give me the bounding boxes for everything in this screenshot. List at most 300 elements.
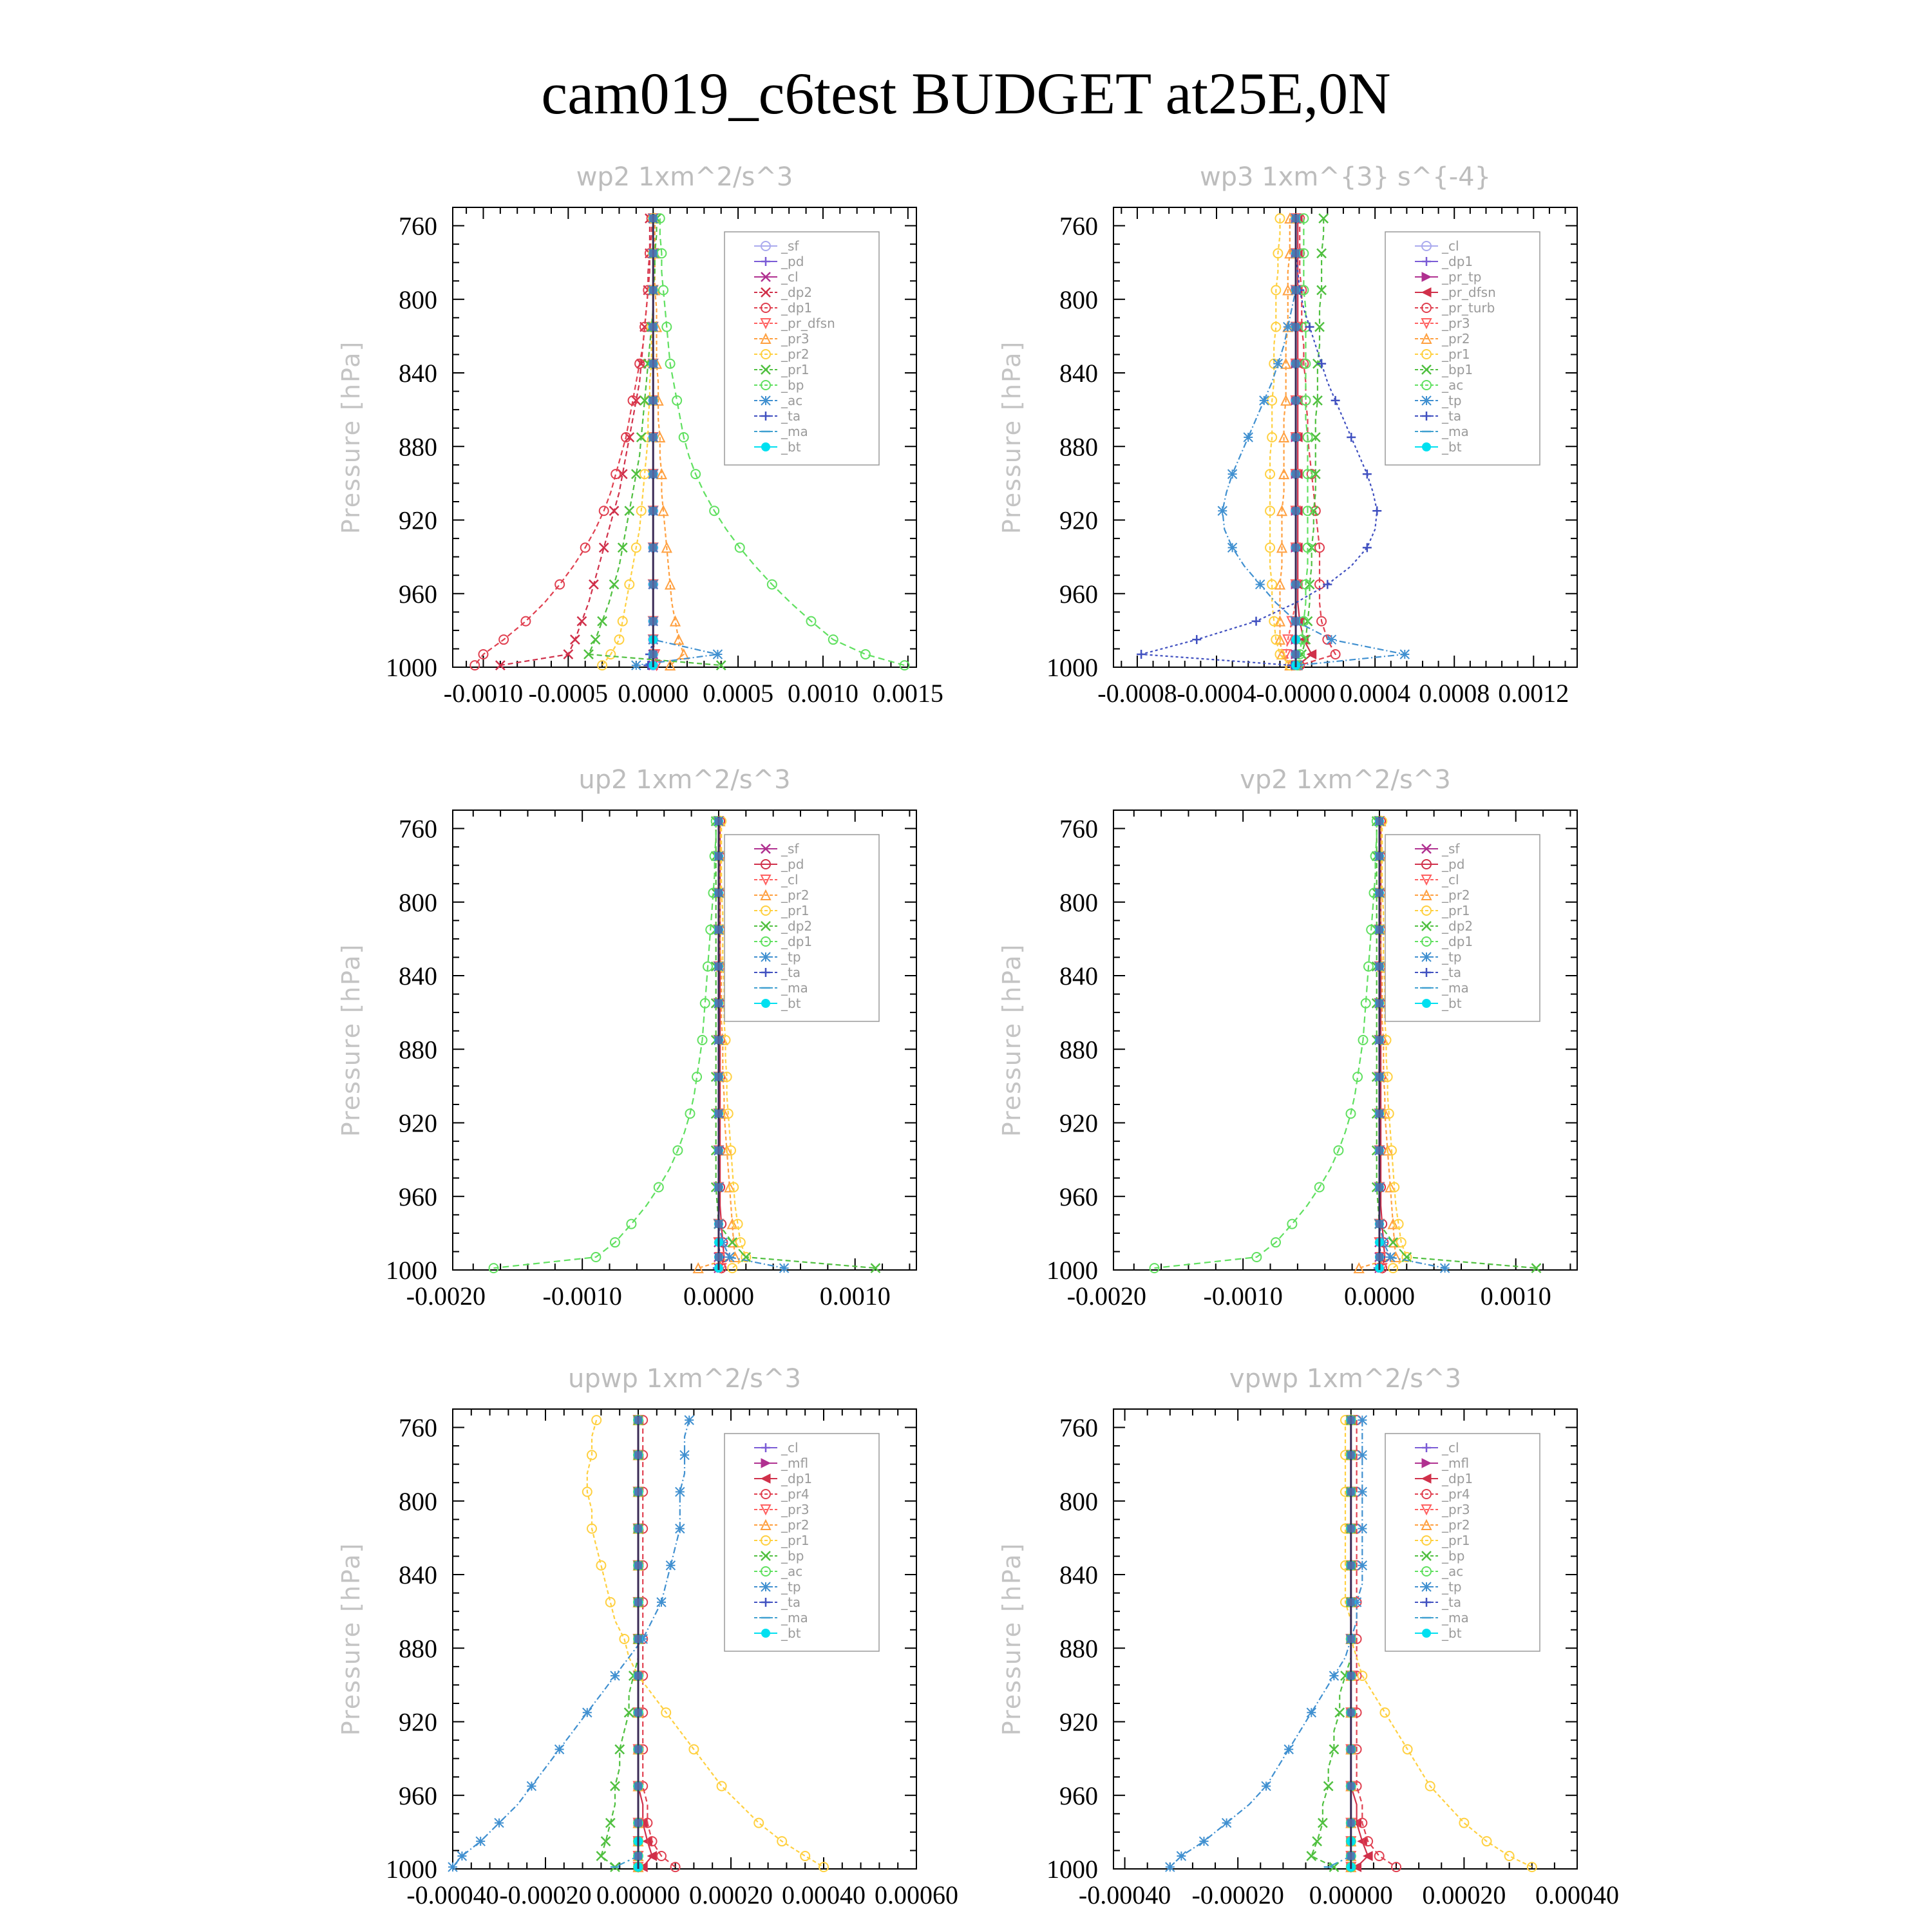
data-point [1400,650,1409,659]
data-point [1324,1781,1333,1790]
legend-label: _pd [1442,857,1465,872]
y-tick-label: 760 [399,1413,437,1443]
x-tick-label: 0.00040 [782,1880,866,1909]
data-point [606,1598,615,1607]
panel-6 [998,1364,1619,1909]
legend-label: _tp [1442,1579,1462,1595]
legend-marker [1422,442,1431,451]
data-point [1244,433,1253,442]
data-point [1347,1709,1355,1716]
data-point [1459,1819,1468,1828]
panel-1 [337,162,943,708]
data-point [527,1781,536,1790]
y-tick-label: 760 [399,814,437,844]
data-point [649,580,657,588]
legend [1385,835,1540,1021]
x-tick-label: -0.0005 [528,679,609,708]
data-point [715,1036,723,1044]
series-dp1 [489,817,721,1273]
x-tick-label: -0.00040 [406,1880,499,1909]
data-point [555,580,564,589]
y-tick-label: 760 [1059,211,1098,241]
y-tick-label: 760 [1059,1413,1098,1443]
data-point [1292,214,1300,222]
legend-marker [1422,396,1431,405]
data-point [1347,1562,1355,1569]
legend-label: _sf [781,238,799,254]
legend-label: _ta [1442,1595,1462,1610]
data-point [1380,1708,1389,1717]
data-point [1358,1524,1367,1533]
data-point [1228,543,1237,552]
data-point [713,650,722,659]
legend-label: _cl [1442,1440,1459,1455]
data-point [591,635,600,644]
legend-label: _pr3 [1442,1502,1470,1517]
data-point [728,1264,737,1273]
data-point [598,617,607,626]
panel-title: upwp 1xm^2/s^3 [568,1364,801,1394]
y-axis-label: Pressure [hPa] [337,943,365,1137]
data-point [1292,323,1300,331]
data-point [715,1183,723,1191]
data-point [1327,635,1336,644]
data-point [1376,1253,1383,1261]
x-tick-label: 0.0010 [1480,1282,1551,1311]
data-point [1292,397,1300,404]
legend-label: _ac [1442,377,1464,393]
data-point [649,323,657,331]
legend-label: _bt [781,439,801,455]
data-point [1358,1416,1367,1425]
x-tick-label: -0.00040 [1078,1880,1171,1909]
y-tick-label: 840 [399,359,437,388]
data-point [1292,287,1300,294]
legend-label: _dp1 [781,300,813,316]
data-point [717,1781,726,1790]
y-tick-label: 880 [399,1634,437,1663]
legend [724,1434,879,1651]
data-point [583,1708,592,1717]
x-tick-label: -0.0004 [1177,679,1256,708]
data-point [1441,1264,1450,1273]
data-point [627,1220,636,1229]
legend-label: _ac [1442,1564,1464,1579]
legend-label: _ta [781,965,801,980]
y-tick-label: 880 [1059,1634,1098,1663]
x-tick-label: -0.0010 [1203,1282,1283,1311]
data-point [715,999,723,1007]
x-tick-label: 0.00040 [1535,1880,1619,1909]
data-point [685,1416,694,1425]
data-point [601,1837,611,1846]
data-point [1283,323,1293,332]
data-point [674,635,683,644]
data-point [1335,1708,1344,1717]
data-point [1312,1837,1321,1846]
y-tick-label: 880 [399,1035,437,1065]
data-point [634,1745,642,1753]
legend-label: _dp2 [781,285,813,300]
data-point [1375,1852,1384,1861]
data-point [725,1253,734,1262]
data-point [1347,1782,1355,1790]
legend-label: _pr2 [781,346,810,362]
series-tp [448,1416,694,1871]
panel-title: up2 1xm^2/s^3 [578,765,791,795]
data-point [1292,580,1300,588]
legend-marker [1422,952,1431,961]
legend-marker [1422,1629,1431,1638]
data-point [611,1671,620,1680]
y-tick-label: 800 [399,887,437,917]
panel-3 [337,765,916,1311]
data-point [1376,1073,1383,1081]
legend-label: _ta [781,1595,801,1610]
data-point [1347,1488,1355,1496]
data-point [780,1264,789,1273]
data-point [1363,543,1372,552]
data-point [1307,1708,1316,1717]
legend-label: _ta [1442,965,1462,980]
y-axis-label: Pressure [hPa] [337,340,365,535]
x-tick-label: 0.0000 [683,1282,754,1311]
data-point [632,661,641,670]
legend-label: _dp1 [1442,1471,1473,1486]
y-tick-label: 800 [1059,1486,1098,1516]
panel-title: wp2 1xm^2/s^3 [576,162,793,192]
legend-label: _pr4 [781,1486,810,1502]
legend-label: _sf [781,841,799,857]
y-tick-label: 880 [1059,1035,1098,1065]
data-point [666,1561,675,1570]
data-point [1287,1220,1296,1229]
legend-label: _dp1 [781,934,813,949]
legend-marker [761,442,770,451]
legend-label: _bt [1442,996,1462,1011]
data-point [715,852,723,860]
y-tick-label: 960 [1059,579,1098,609]
legend-label: _pr1 [1442,903,1470,918]
x-tick-label: -0.0010 [542,1282,622,1311]
x-tick-label: 0.0004 [1340,679,1411,708]
data-point [676,1524,685,1533]
y-tick-label: 960 [1059,1182,1098,1211]
data-point [676,1488,685,1497]
data-point [495,1819,504,1828]
series-line [643,1420,675,1867]
x-tick-label: -0.0010 [443,679,524,708]
legend-label: _pr_tp [1442,269,1482,285]
data-point [1331,396,1340,405]
data-point [1347,1598,1355,1606]
legend-label: _pd [781,857,804,872]
data-point [1252,617,1261,626]
legend-label: _bt [781,1625,801,1641]
y-tick-label: 960 [399,1781,437,1810]
legend-label: _ac [781,393,803,408]
legend-label: _pr4 [1442,1486,1470,1502]
data-point [457,1852,466,1861]
data-point [715,1253,723,1261]
data-point [1262,1781,1271,1790]
series-tp [1166,1416,1367,1871]
data-point [649,360,657,368]
data-point [1354,1264,1363,1273]
y-axis-label: Pressure [hPa] [998,943,1026,1137]
legend-label: _cl [781,872,799,887]
figure-title: cam019_c6test BUDGET at25E,0N [541,61,1391,126]
data-point [1256,580,1265,589]
data-point [634,1819,642,1827]
data-point [1323,580,1332,589]
legend-label: _cl [1442,238,1459,254]
y-tick-label: 1000 [1046,1855,1098,1884]
series-tp [1218,214,1409,670]
legend [724,835,879,1021]
y-tick-label: 920 [399,1707,437,1737]
x-tick-label: 0.0000 [618,679,689,708]
legend-label: _pr_turb [1442,300,1495,316]
x-tick-label: -0.00020 [499,1880,592,1909]
data-point [1292,433,1300,441]
legend-label: _ma [781,1610,808,1625]
data-point [1388,1264,1397,1273]
legend-label: _tp [781,949,801,965]
x-tick-label: 0.0000 [1343,1282,1415,1311]
data-point [649,214,657,222]
data-point [571,635,580,644]
y-tick-label: 1000 [1046,1256,1098,1285]
legend-label: _ma [1442,424,1469,439]
x-tick-label: 0.0015 [872,679,943,708]
data-point [634,1562,642,1569]
data-point [649,618,657,625]
data-point [448,1862,457,1871]
y-tick-label: 760 [1059,814,1098,844]
data-point [1199,1837,1208,1846]
data-point [649,287,657,294]
data-point [715,963,723,971]
data-point [1292,544,1300,551]
panel-2 [998,162,1577,708]
data-point [634,1451,642,1459]
data-point [1329,1671,1338,1680]
legend-label: _cl [1442,872,1459,887]
data-point [1228,469,1237,478]
data-point [1137,650,1146,659]
legend-label: _bt [1442,439,1462,455]
legend-label: _ta [781,408,801,424]
legend-label: _pr1 [781,1533,810,1548]
y-tick-label: 920 [1059,1707,1098,1737]
series-dp2 [496,214,654,670]
legend-label: _dp2 [1442,918,1473,934]
legend-label: _mfl [1442,1455,1470,1471]
panel-5 [337,1364,958,1909]
legend-marker [761,952,770,961]
x-tick-label: 0.0008 [1419,679,1490,708]
legend-label: _pr3 [1442,316,1470,331]
series-pr4 [638,1416,679,1871]
data-point [1292,360,1300,368]
x-tick-label: 0.0005 [703,679,774,708]
series-dp1 [470,214,656,670]
y-tick-label: 840 [399,961,437,991]
data-point [1347,1525,1355,1533]
y-tick-label: 840 [399,1560,437,1590]
y-tick-label: 880 [1059,432,1098,462]
legend-label: _pr3 [781,1502,810,1517]
panel-4 [998,765,1577,1311]
data-point [649,470,657,478]
data-point [634,1672,642,1680]
y-tick-label: 920 [1059,506,1098,535]
data-point [600,543,609,552]
legend-label: _dp1 [1442,254,1473,269]
data-point [1222,1819,1231,1828]
data-point [1177,1852,1186,1861]
legend-label: _pr2 [781,1517,810,1533]
legend-label: _sf [1442,841,1460,857]
data-point [1347,1635,1355,1643]
data-point [1376,852,1383,860]
x-tick-label: -0.0000 [1256,679,1336,708]
legend-label: _bp [781,1548,804,1564]
data-point [1376,1110,1383,1117]
data-point [1307,1852,1316,1861]
y-tick-label: 800 [399,285,437,314]
legend-label: _pd [781,254,804,269]
legend-label: _pr2 [781,887,810,903]
x-tick-label: -0.00020 [1191,1880,1284,1909]
data-point [1376,889,1383,897]
data-point [1376,1146,1383,1154]
x-tick-label: 0.00020 [689,1880,773,1909]
data-point [715,1110,723,1117]
legend-marker [761,999,770,1008]
data-point [1347,1451,1355,1459]
data-point [649,249,657,257]
y-tick-label: 1000 [386,653,437,682]
y-tick-label: 960 [1059,1781,1098,1810]
data-point [1358,1450,1367,1459]
data-point [715,926,723,934]
y-axis-label: Pressure [hPa] [998,340,1026,535]
panel-title: vp2 1xm^2/s^3 [1240,765,1451,795]
legend-label: _pr1 [781,362,810,377]
data-point [596,1852,605,1861]
legend-label: _dp2 [781,918,813,934]
data-point [1358,1561,1367,1570]
y-tick-label: 920 [399,506,437,535]
data-point [1376,999,1383,1007]
x-tick-label: 0.00020 [1422,1880,1506,1909]
data-point [1292,470,1300,478]
series-line [494,821,716,1268]
data-point [1376,926,1383,934]
data-point [1376,1036,1383,1044]
data-point [1292,249,1300,257]
legend-label: _bt [1442,1625,1462,1641]
legend-marker [761,1629,770,1638]
data-point [1358,1488,1367,1497]
data-point [800,1852,810,1861]
legend-label: _bp1 [1442,362,1473,377]
x-tick-label: 0.0010 [787,679,858,708]
legend-label: _cl [781,1440,799,1455]
series-line [1155,821,1377,1268]
data-point [715,817,723,825]
data-point [1292,507,1300,515]
legend-label: _mfl [781,1455,809,1471]
legend-label: _bp [781,377,804,393]
data-point [1347,1672,1355,1680]
data-point [625,1708,634,1717]
legend [1385,1434,1540,1651]
data-point [1376,1183,1383,1191]
data-point [649,650,657,658]
data-point [715,889,723,897]
data-point [1166,1862,1175,1871]
y-axis-label: Pressure [hPa] [998,1542,1026,1736]
x-tick-label: 0.0012 [1498,679,1569,708]
y-tick-label: 800 [399,1486,437,1516]
data-point [1284,1745,1293,1754]
legend-marker [1422,999,1431,1008]
data-point [1292,618,1300,625]
data-point [1376,1220,1383,1228]
legend-label: _bt [781,996,801,1011]
legend-label: _pr2 [1442,887,1470,903]
y-tick-label: 960 [399,1182,437,1211]
data-point [649,433,657,441]
data-point [1347,433,1356,442]
legend-label: _tp [781,1579,801,1595]
y-tick-label: 920 [399,1108,437,1138]
data-point [1347,1745,1355,1753]
legend-label: _pr_dfsn [781,316,835,331]
series-line [1170,1420,1363,1867]
y-tick-label: 840 [1059,1560,1098,1590]
data-point [611,469,620,478]
x-tick-label: 0.00000 [596,1880,680,1909]
data-point [634,1525,642,1533]
data-point [1292,650,1300,658]
data-point [715,1146,723,1154]
data-point [606,1819,615,1828]
legend-label: _pr2 [1442,331,1470,346]
legend-marker [761,396,770,405]
data-point [694,1264,703,1273]
data-point [470,661,479,670]
legend-label: _bp [1442,1548,1465,1564]
x-tick-label: -0.0020 [406,1282,486,1311]
y-tick-label: 1000 [386,1855,437,1884]
data-point [657,1598,666,1607]
legend-label: _ma [1442,1610,1469,1625]
data-point [634,1488,642,1496]
data-point [1347,1819,1355,1827]
data-point [1363,469,1372,478]
data-point [555,1745,564,1754]
legend-label: _pr3 [781,331,810,346]
x-tick-label: 0.00000 [1309,1880,1393,1909]
legend-label: _ma [781,424,808,439]
y-tick-label: 760 [399,211,437,241]
data-point [649,397,657,404]
x-tick-label: 0.00060 [875,1880,958,1909]
